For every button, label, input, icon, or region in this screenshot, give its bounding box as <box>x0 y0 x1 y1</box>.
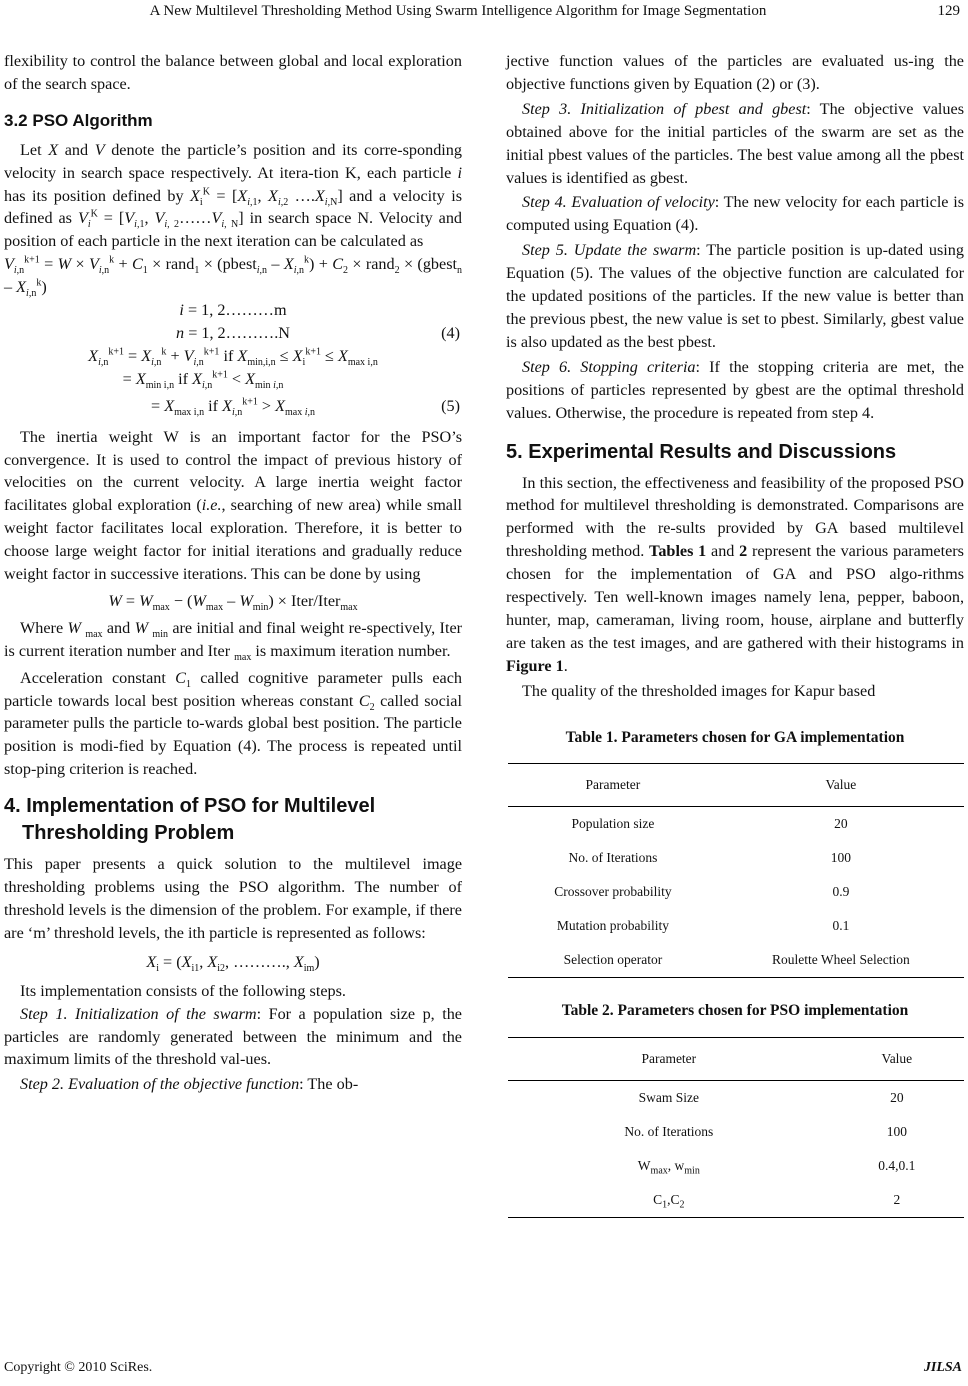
table2-cell: $W_{max}$, $w_{min}$ <box>637 1157 700 1177</box>
table-row <box>508 1081 964 1116</box>
paragraph-inertia: The inertia weight W is an important factor for the PSO’s convergence. It is used to control the impact of previous history of velocities on the current velocity. A large inertia weight factor facilitates global exploration (i.e., searching of new area) while small weight factor facilitates local exploration. Therefore, it is better to choose large weight factor for initial iterations and gradually reduce weight factor in successive iterations. This can be done by using <box>4 427 462 584</box>
running-title: A New Multilevel Thresholding Method Using Swarm Intelligence Algorithm for Image Segmentation <box>149 3 767 19</box>
table1-cell: 0.1 <box>832 918 850 934</box>
equation-n-range: n = 1, 2……….N (4) <box>4 322 462 345</box>
table2-caption: Table 2. Parameters chosen for PSO implementation <box>561 1002 909 1020</box>
paragraph-implementation: This paper presents a quick solution to the multilevel image thresholding problems using the PSO algorithm. The number of threshold levels is the dimension of the problem. For example, if there are ‘m’ threshold levels, the ith particle is represented as follows: <box>4 855 462 942</box>
table-row <box>508 943 964 978</box>
paragraph-acceleration: Acceleration constant $C_1$ called cognitive parameter pulls each particle towards local best position whereas constant $C_2$ called social parameter pulls the particle to-wards global best position. The particle position is modi-fied by Equation (4). The process is repeated until stop-ping criterion is reached. <box>4 668 462 779</box>
step-3: Step 3. Initialization of pbest and gbest: The objective values obtained above for the initial particles of the swarm are set as the initial pbest values of the particles. The best value among all the pbest values is identified as gbest. <box>506 99 964 187</box>
table1-header-parameter: Parameter <box>508 764 718 807</box>
equation-number-5: (5) <box>441 396 460 415</box>
table1-header-value: Value <box>718 764 964 807</box>
heading-pso-algorithm: 3.2 PSO Algorithm <box>4 110 153 130</box>
table1-cell: 20 <box>834 816 848 832</box>
equation-velocity: $V_{i,n}^{k+1} = W \times V_{i,n}^k + C_1$ × rand$_1$ × (pbest$_{i,n}$ – $X_{i,n}^k) + C_2$ × rand$_2$ × (gbest$_n$ – $X_{i,n}^k$) <box>4 254 462 300</box>
paragraph-quality: The quality of the thresholded images for Kapur based <box>522 681 876 700</box>
table2-header-value: Value <box>830 1038 964 1081</box>
table1-caption: Table 1. Parameters chosen for GA implementation <box>565 728 905 746</box>
table1-cell: 100 <box>830 850 852 866</box>
step-1: Step 1. Initialization of the swarm: For a population size p, the particles are randomly generated between the minimum and the maximum limits of the threshold val-ues. <box>4 1004 462 1069</box>
table2-header-parameter: Parameter <box>508 1038 830 1081</box>
table-row <box>508 1183 964 1218</box>
footer-journal: JILSA <box>923 1360 962 1375</box>
table2 <box>508 1037 964 1218</box>
heading-implementation: 4. Implementation of PSO for Multilevel Thresholding Problem <box>4 795 376 845</box>
step-6: Step 6. Stopping criteria: If the stopping criteria are met, the positions of particles represented by gbest are the optimal threshold values. Otherwise, the procedure is repeated from step 4. <box>506 357 964 422</box>
table1-cell: Roulette Wheel Selection <box>718 943 964 978</box>
table1-cell: No. of Iterations <box>568 850 658 866</box>
table-row <box>508 807 964 842</box>
table2-cell: $C_1,C_2$ <box>508 1183 830 1218</box>
table1-cell: Crossover probability <box>554 884 672 900</box>
paragraph-continuation: jective function values of the particles are evaluated us-ing the objective functions given by Equation (2) or (3). <box>506 52 964 93</box>
footer-copyright: Copyright © 2010 SciRes. <box>4 1360 153 1375</box>
table2-cell: 100 <box>886 1123 907 1139</box>
table2-cell: Swam Size <box>638 1089 699 1105</box>
equation-inertia: $W = W_{max} - (W_{max} - W_{min})$ × Iter/Iter$_{max}$ <box>108 591 358 614</box>
table2-cell: No. of Iterations <box>624 1123 714 1139</box>
paragraph-steps: Its implementation consists of the following steps. <box>20 981 346 1000</box>
paragraph-where: Where W $_{max}$ and W $_{min}$ are initial and final weight re-spectively, Iter is current iteration number and Iter $_{max}$ is maximum iteration number. <box>4 618 463 663</box>
table1 <box>508 763 964 978</box>
paragraph-intro: flexibility to control the balance between global and local exploration of the search space. <box>4 52 462 93</box>
step-4: Step 4. Evaluation of velocity: The new velocity for each particle is computed using Equation (4). <box>506 193 964 235</box>
table-row <box>508 1115 964 1149</box>
table1-cell: 0.9 <box>832 884 850 900</box>
equation-number-4: (4) <box>441 323 460 342</box>
paragraph-pso: Let X and V denote the particle’s position and its corre-sponding velocity in search space respectively. At itera-tion K, each particle i has its position defined by $X_i^K = [X_{i,1}$, $X_{i,2}$ $\dots.X_{i,N}$] and a velocity is defined as $V_i^K = [V_{i,1}$, $V_{i, 2}\dots\dots V_{i, N}$] in search space N. Velocity and position of each particle in the next iteration can be calculated as <box>4 140 463 251</box>
equation-i-range: i = 1, 2………m <box>179 301 287 320</box>
table-row <box>508 841 964 875</box>
equation-particle: $X_i = (X_{i1}$, $X_{i2}$, ………., $X_{im}$) <box>146 952 320 975</box>
table1-cell: Selection operator <box>508 943 718 978</box>
equation-position: $X_{i,n}^{k+1} = X_{i,n}^k + V_{i,n}^{k+1}$ if $X_{min,i,n} \le X_i^{k+1} \le X_{max i,n}$ <box>88 346 378 369</box>
equation-position-min: = $X_{min i,n}$ if $X_{i,n}^{k+1} < X_{min i,n}$ <box>122 369 284 392</box>
table2-cell: 2 <box>830 1183 964 1218</box>
step-2: Step 2. Evaluation of the objective function: The ob- <box>20 1075 359 1094</box>
table2-cell: 20 <box>890 1089 904 1105</box>
running-header <box>0 0 968 24</box>
table2-cell: 0.4,0.1 <box>878 1157 916 1173</box>
heading-results: 5. Experimental Results and Discussions <box>506 440 897 463</box>
table-row <box>508 875 964 909</box>
right-column <box>506 50 964 1218</box>
page-number: 129 <box>937 3 960 19</box>
equation-position-max: = $X_{max i,n}$ if $X_{i,n}^{k+1} > X_{max i,n}$ (5) <box>151 396 460 418</box>
table-row <box>508 909 964 943</box>
table-row <box>508 1149 964 1183</box>
step-5: Step 5. Update the swarm: The particle position is up-dated using Equation (5). The values of the objective function are calculated for the updated positions of the particles. If the new value is better than the previous pbest, the new value is set to pbest. Similarly, gbest value is also updated as the best pbest. <box>506 241 964 351</box>
table1-cell: Mutation probability <box>556 918 669 934</box>
left-column <box>4 50 462 1096</box>
paragraph-results: In this section, the effectiveness and feasibility of the proposed PSO method for multilevel thresholding is demonstrated. Comparisons are performed with the re-sults provided by GA based multilevel thresholding method. Tables 1 and 2 represent the various parameters chosen for the implementation of GA and PSO algo-rithms respectively. Ten well-known images namely lena, pepper, baboon, hunter, map, cameraman, living room, house, airplane and butterfly are taken as the test images, and are gathered with their histograms in Figure 1. <box>506 473 964 675</box>
table1-cell: Population size <box>571 816 655 832</box>
